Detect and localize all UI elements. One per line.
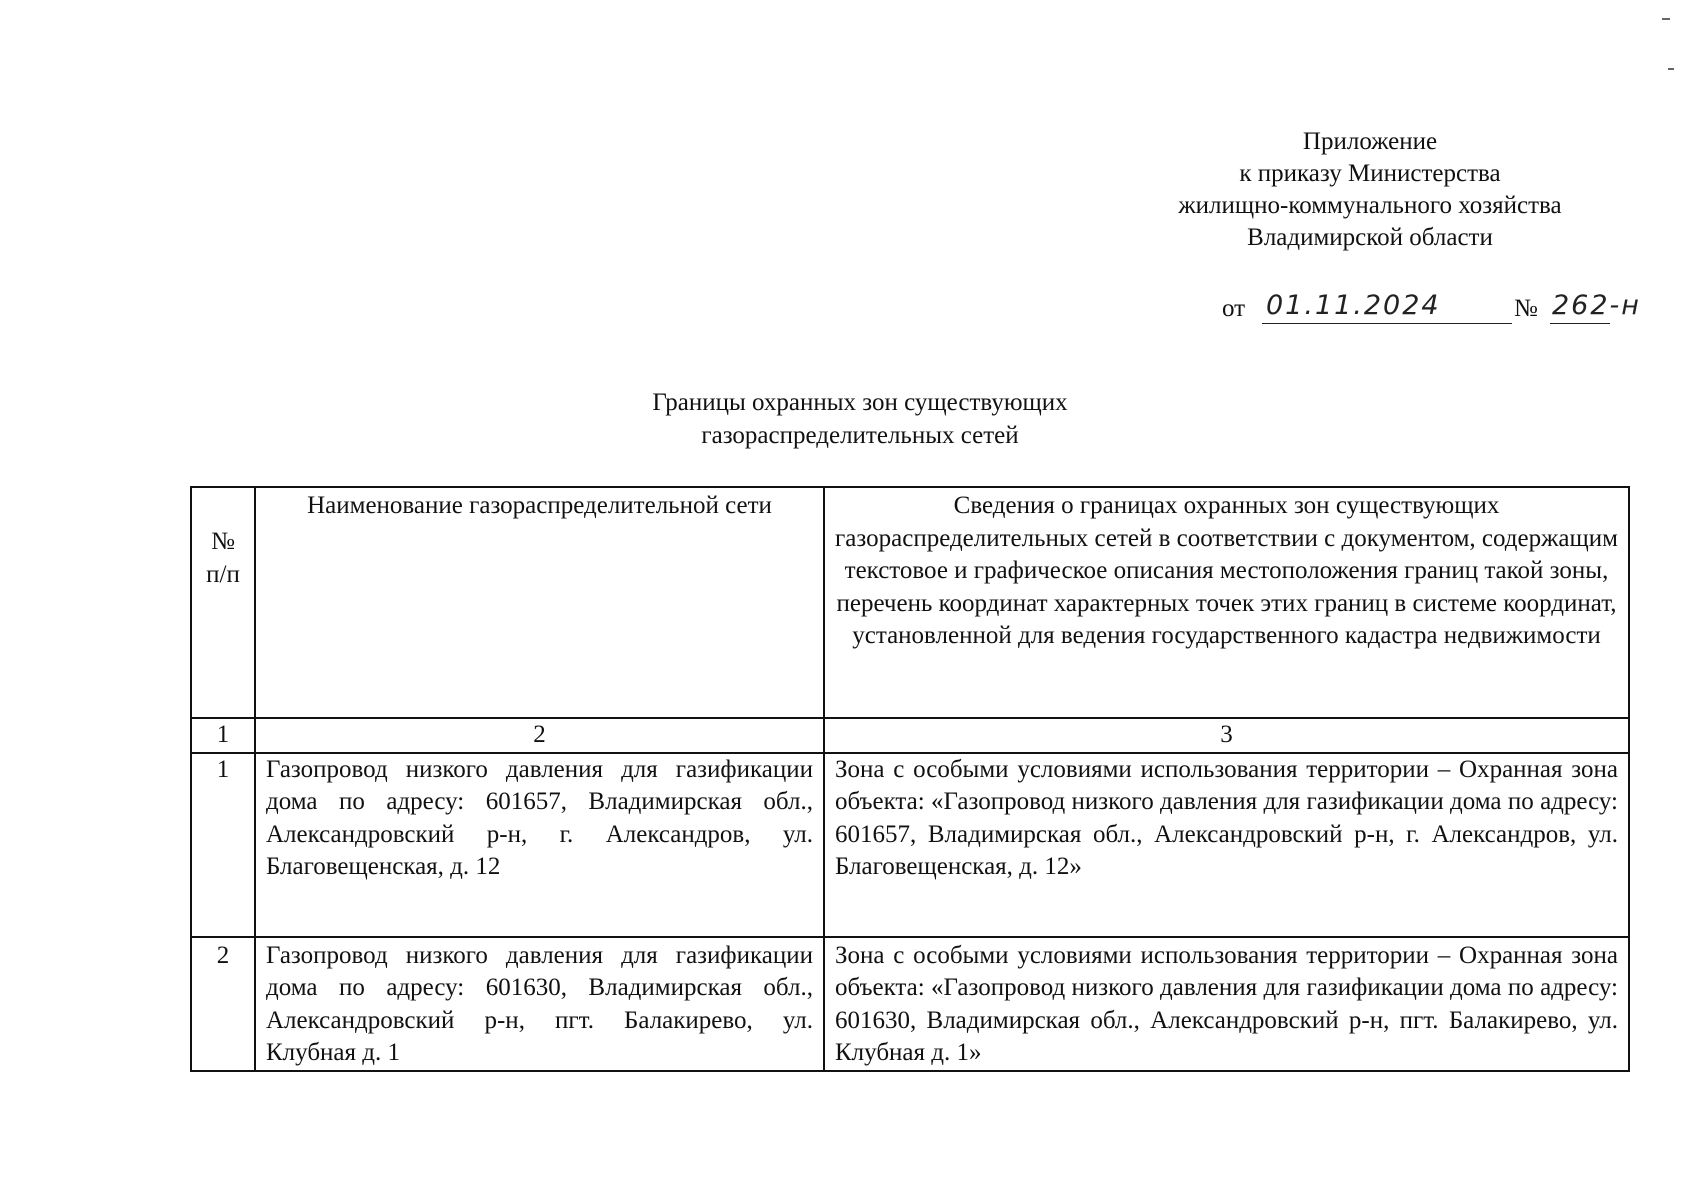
protection-zones-table — [190, 486, 1630, 1072]
number-label: № — [1514, 295, 1538, 322]
title-line: газораспределительных сетей — [701, 422, 1019, 449]
header-number-text: № п/п — [206, 528, 240, 588]
column-number: 2 — [255, 718, 824, 753]
header-number-wrap — [202, 490, 244, 591]
header-number — [191, 487, 255, 718]
from-label: от — [1222, 295, 1246, 322]
appendix-line: Владимирской области — [1247, 224, 1493, 251]
order-number: 262-н — [1552, 290, 1641, 321]
header-network-name: Наименование газораспределительной сети — [255, 487, 824, 718]
column-number: 3 — [824, 718, 1629, 753]
appendix-line: Приложение — [1302, 128, 1438, 155]
number-underline — [1550, 323, 1610, 324]
zone-info: Зона с особыми условиями использования территории – Охранная зона объекта: «Газопровод низкого давления для газификации дома по адресу: 601630, Владимирская обл., Александровский р-н, пгт. Балакирево, ул. Клубная д. 1» — [824, 937, 1629, 1071]
appendix-block — [1135, 126, 1605, 254]
column-number-row — [191, 718, 1629, 753]
appendix-line: к приказу Министерства — [1239, 160, 1501, 187]
table-header-row — [191, 487, 1629, 718]
zone-info: Зона с особыми условиями использования территории – Охранная зона объекта: «Газопровод низкого давления для газификации дома по адресу: 601657, Владимирская обл., Александровский р-н, г. Александров, ул. Благовещенская, д. 12» — [824, 753, 1629, 937]
page-title — [450, 386, 1270, 452]
order-date: 01.11.2024 — [1266, 290, 1441, 321]
title-line: Границы охранных зон существующих — [652, 389, 1068, 416]
scan-mark — [1662, 18, 1670, 20]
appendix-line: жилищно-коммунального хозяйства — [1178, 192, 1562, 219]
row-number: 1 — [191, 753, 255, 937]
scan-mark — [1668, 68, 1674, 70]
table-row — [191, 937, 1629, 1071]
order-date-number — [1222, 290, 1662, 330]
table-row — [191, 753, 1629, 937]
header-zone-info: Сведения о границах охранных зон существующих газораспределительных сетей в соответствии с документом, содержащим текстовое и графическое описания местоположения границ такой зоны, перечень координат характерных точек этих границ в системе координат, установленной для ведения государственного кадастра недвижимости — [824, 487, 1629, 718]
column-number: 1 — [191, 718, 255, 753]
date-underline — [1262, 323, 1512, 324]
row-number: 2 — [191, 937, 255, 1071]
network-name: Газопровод низкого давления для газификации дома по адресу: 601657, Владимирская обл., Александровский р-н, г. Александров, ул. Благовещенская, д. 12 — [255, 753, 824, 937]
network-name: Газопровод низкого давления для газификации дома по адресу: 601630, Владимирская обл., Александровский р-н, пгт. Балакирево, ул. Клубная д. 1 — [255, 937, 824, 1071]
